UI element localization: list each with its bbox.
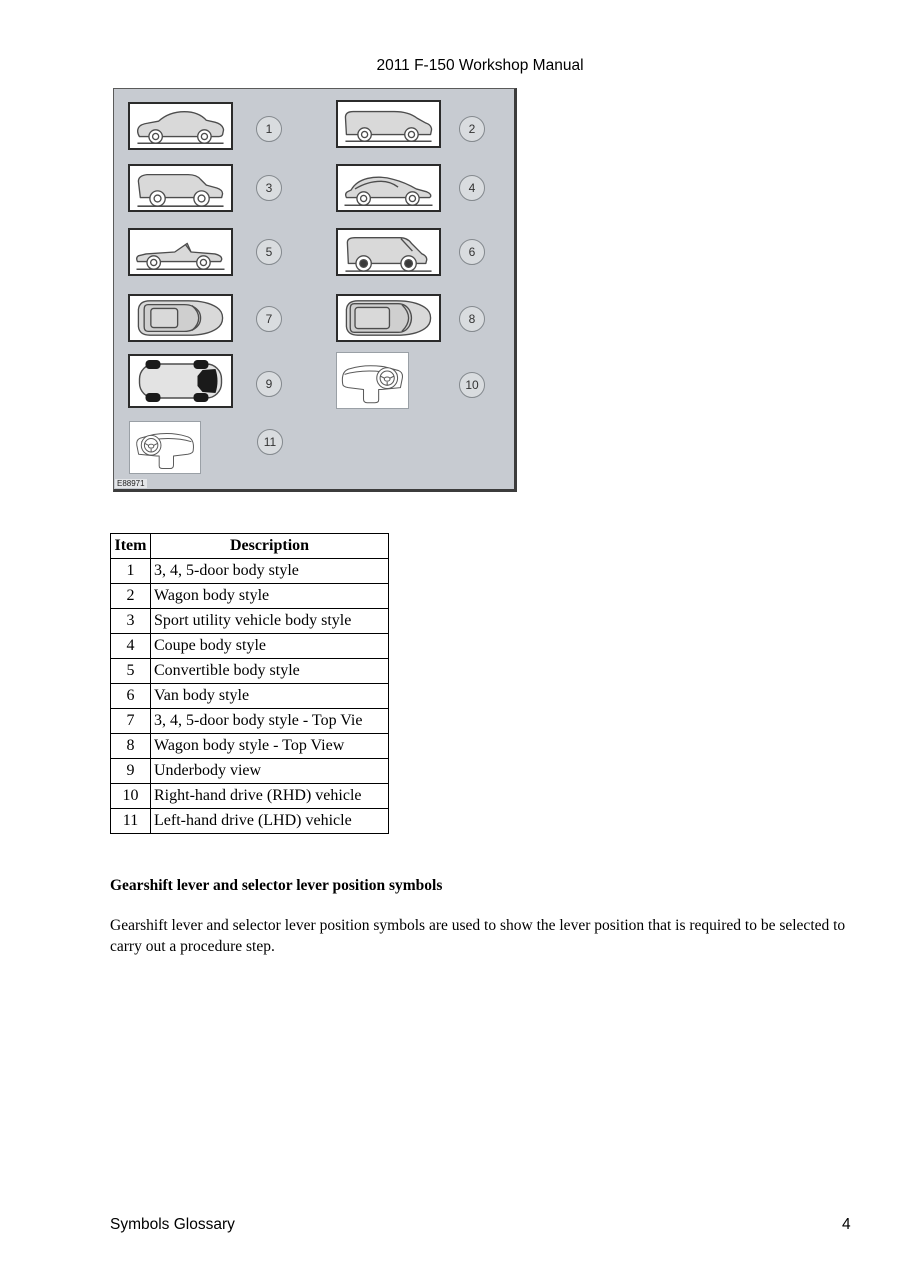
table-body xyxy=(111,559,389,834)
description-cell: Wagon body style xyxy=(151,584,389,609)
callout-6: 6 xyxy=(459,239,485,265)
figure-cell-7 xyxy=(128,294,233,342)
lhd-dashboard-icon xyxy=(130,422,200,473)
table-row xyxy=(111,784,389,809)
item-column-header: Item xyxy=(111,534,151,559)
convertible-side-view-icon xyxy=(130,230,231,274)
callout-4: 4 xyxy=(459,175,485,201)
table-row xyxy=(111,734,389,759)
description-cell: Van body style xyxy=(151,684,389,709)
description-cell: Underbody view xyxy=(151,759,389,784)
table-row xyxy=(111,684,389,709)
wagon-top-view-icon xyxy=(338,296,439,340)
callout-2: 2 xyxy=(459,116,485,142)
item-cell: 11 xyxy=(111,809,151,834)
suv-side-view-icon xyxy=(130,166,231,210)
table-row xyxy=(111,659,389,684)
figure-cell-5 xyxy=(128,228,233,276)
description-cell: Sport utility vehicle body style xyxy=(151,609,389,634)
description-cell: Right-hand drive (RHD) vehicle xyxy=(151,784,389,809)
callout-5: 5 xyxy=(256,239,282,265)
description-cell: 3, 4, 5-door body style - Top Vie xyxy=(151,709,389,734)
body-style-table xyxy=(110,533,389,834)
van-side-view-icon xyxy=(338,230,439,274)
item-cell: 1 xyxy=(111,559,151,584)
car-top-view-icon xyxy=(130,296,231,340)
callout-7: 7 xyxy=(256,306,282,332)
table-header-row xyxy=(111,534,389,559)
item-cell: 8 xyxy=(111,734,151,759)
description-cell: 3, 4, 5-door body style xyxy=(151,559,389,584)
figure-cell-10 xyxy=(336,352,409,409)
figure-cell-11 xyxy=(129,421,201,474)
item-cell: 10 xyxy=(111,784,151,809)
table-row xyxy=(111,634,389,659)
section-paragraph: Gearshift lever and selector lever position symbols are used to show the lever position that is required to be selected to carry out a procedure step. xyxy=(110,917,846,955)
body-style-figure xyxy=(113,88,517,492)
description-cell: Convertible body style xyxy=(151,659,389,684)
underbody-view-icon xyxy=(130,356,231,406)
figure-cell-8 xyxy=(336,294,441,342)
table-row xyxy=(111,809,389,834)
figure-cell-1 xyxy=(128,102,233,150)
table-row xyxy=(111,559,389,584)
table-row xyxy=(111,584,389,609)
item-cell: 7 xyxy=(111,709,151,734)
item-cell: 9 xyxy=(111,759,151,784)
table-row xyxy=(111,759,389,784)
description-cell: Wagon body style - Top View xyxy=(151,734,389,759)
description-column-header: Description xyxy=(151,534,389,559)
figure-cell-6 xyxy=(336,228,441,276)
figure-cell-3 xyxy=(128,164,233,212)
figure-cell-9 xyxy=(128,354,233,408)
callout-9: 9 xyxy=(256,371,282,397)
page-header-title: 2011 F-150 Workshop Manual xyxy=(376,57,584,74)
table-row xyxy=(111,709,389,734)
item-cell: 5 xyxy=(111,659,151,684)
hatchback-side-view-icon xyxy=(130,104,231,148)
description-cell: Left-hand drive (LHD) vehicle xyxy=(151,809,389,834)
rhd-dashboard-icon xyxy=(337,353,408,408)
table-row xyxy=(111,609,389,634)
footer-section-title: Symbols Glossary xyxy=(110,1216,235,1233)
figure-cell-2 xyxy=(336,100,441,148)
item-cell: 4 xyxy=(111,634,151,659)
callout-11: 11 xyxy=(257,429,283,455)
description-cell: Coupe body style xyxy=(151,634,389,659)
footer-page-number: 4 xyxy=(842,1216,851,1233)
figure-reference-label: E88971 xyxy=(117,479,145,488)
coupe-side-view-icon xyxy=(338,166,439,210)
callout-8: 8 xyxy=(459,306,485,332)
item-cell: 2 xyxy=(111,584,151,609)
callout-1: 1 xyxy=(256,116,282,142)
callout-3: 3 xyxy=(256,175,282,201)
item-cell: 3 xyxy=(111,609,151,634)
figure-cell-4 xyxy=(336,164,441,212)
callout-10: 10 xyxy=(459,372,485,398)
section-heading: Gearshift lever and selector lever position symbols xyxy=(110,877,443,894)
item-cell: 6 xyxy=(111,684,151,709)
wagon-side-view-icon xyxy=(338,102,439,146)
